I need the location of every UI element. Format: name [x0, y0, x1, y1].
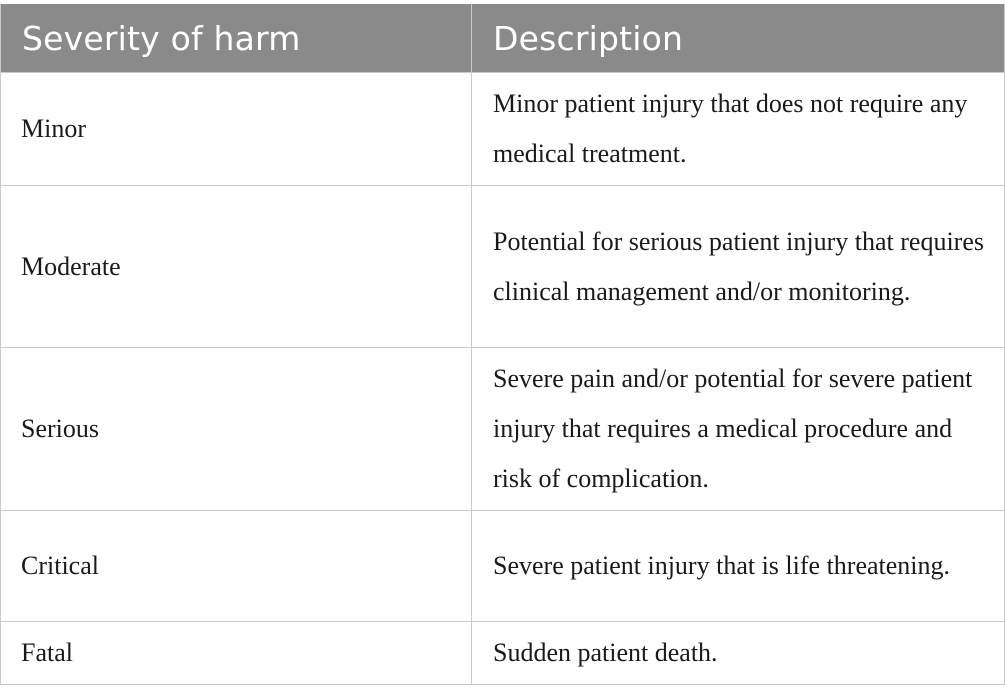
description-cell: Sudden patient death. [472, 622, 1005, 685]
table-row [1, 511, 1005, 622]
table-row [1, 186, 1005, 348]
severity-cell: Minor [1, 73, 472, 186]
table-header-row [1, 4, 1005, 73]
description-cell: Potential for serious patient injury that requires clinical management and/or monitoring. [472, 186, 1005, 348]
severity-cell: Serious [1, 348, 472, 511]
table-row [1, 348, 1005, 511]
severity-cell: Fatal [1, 622, 472, 685]
severity-cell: Critical [1, 511, 472, 622]
description-cell: Severe pain and/or potential for severe patient injury that requires a medical procedure and risk of complication. [472, 348, 1005, 511]
column-header-description: Description [472, 4, 1005, 73]
description-cell: Minor patient injury that does not require any medical treatment. [472, 73, 1005, 186]
table-row [1, 622, 1005, 685]
severity-cell: Moderate [1, 186, 472, 348]
severity-table [0, 4, 1005, 685]
column-header-severity: Severity of harm [1, 4, 472, 73]
table-row [1, 73, 1005, 186]
description-cell: Severe patient injury that is life threatening. [472, 511, 1005, 622]
